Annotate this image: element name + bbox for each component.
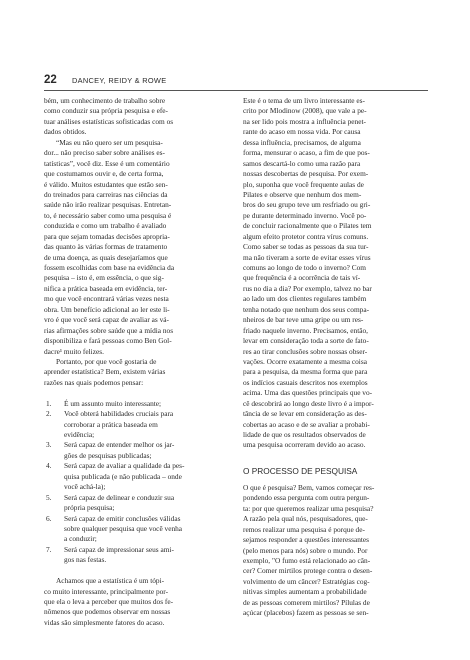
text-line: razões nas quais podemos pensar: bbox=[44, 377, 144, 387]
list-number: 1. bbox=[46, 398, 52, 408]
text-line: acima. Uma das questões principais que vo- bbox=[243, 388, 373, 398]
list-item bbox=[44, 545, 224, 566]
text-line: dessa influência, precisamos, de alguma bbox=[243, 137, 361, 147]
text-line: é válido. Muitos estudantes que estão sen- bbox=[44, 179, 168, 189]
text-line: nifica a prática baseada em evidência, ter- bbox=[44, 283, 168, 293]
list-item bbox=[44, 461, 224, 492]
text-line: tatísticas”, você diz. Esse é um comentário bbox=[44, 158, 170, 168]
text-line: comuns ao longo de todo o inverno? Com bbox=[243, 263, 366, 272]
text-line: (pelo menos para nós) sobre o mundo. Por bbox=[243, 545, 368, 555]
text-line: dor... não preciso saber sobre análises es- bbox=[44, 148, 165, 158]
text-line: res ao tirar conclusões sobre nossas obser- bbox=[243, 346, 368, 356]
text-line: de uma doença, as quais desejaríamos que bbox=[44, 252, 168, 262]
list-number: 3. bbox=[46, 440, 52, 450]
text-line: A razão pela qual nós, pesquisadores, que- bbox=[243, 514, 368, 524]
text-line: ta: por que queremos realizar uma pesquisa? bbox=[243, 503, 374, 513]
text-line: açúcar (placebos) fazem as pessoas se sen- bbox=[243, 608, 369, 618]
text-line: tância de se levar em consideração as des- bbox=[243, 409, 367, 419]
list-text: Será capaz de avaliar a qualidade da pes- bbox=[64, 461, 185, 471]
list-text: É um assunto muito interessante; bbox=[64, 398, 162, 408]
text-line: Achamos que a estatística é um tópi- bbox=[56, 576, 165, 586]
text-line: Portanto, por que você gostaria de bbox=[56, 356, 157, 366]
list-text: Será capaz de entender melhor os jar- bbox=[64, 440, 175, 450]
text-line: os indícios casuais descritos nos exemplos bbox=[243, 377, 368, 387]
text-line: nitivas simples aumentam a probabilidade bbox=[243, 587, 367, 597]
text-line: “Mas eu não quero ser um pesquisa- bbox=[56, 137, 163, 147]
list-number: 6. bbox=[46, 513, 52, 523]
text-line: vro é que você será capaz de avaliar as vá- bbox=[44, 315, 169, 325]
text-line: tenha notado que nenhum dos seus compa- bbox=[243, 304, 370, 314]
text-line: vidas são simplesmente fatores do acaso. bbox=[44, 617, 165, 627]
list-item bbox=[44, 399, 224, 409]
list-text: a conduzir; bbox=[64, 534, 97, 544]
text-line: rus no dia a dia? Por exemplo, talvez no bar bbox=[243, 283, 372, 293]
text-line: de as pessoas comerem mirtilos? Pílulas de bbox=[243, 597, 370, 607]
list-text: Será capaz de impressionar seus ami- bbox=[64, 544, 174, 554]
list-text: sobre qualquer pesquisa que você venha bbox=[64, 523, 183, 533]
text-line: das quanto às várias formas de tratamento bbox=[44, 242, 168, 252]
text-line: pesquisa – isto é, em essência, o que sig- bbox=[44, 273, 164, 283]
list-item bbox=[44, 493, 224, 514]
list-text: corroborar a prática baseada em bbox=[64, 419, 158, 429]
right-column bbox=[243, 96, 428, 619]
text-line: levar em consideração toda a sorte de fato- bbox=[243, 336, 369, 346]
list-number: 4. bbox=[46, 461, 52, 471]
text-line: Como saber se todas as pessoas da sua tur- bbox=[243, 242, 369, 252]
paragraph-research-process bbox=[243, 483, 428, 619]
list-text: gos nas festas. bbox=[64, 555, 107, 565]
text-line: conduzida e como um trabalho é avaliado bbox=[44, 221, 167, 231]
text-line: disponibiliza e fará pessoas como Ben Gol- bbox=[44, 336, 172, 346]
text-line: que costumamos ouvir e, de certa forma, bbox=[44, 169, 164, 179]
text-line: como conduzir sua própria pesquisa e efe- bbox=[44, 106, 168, 116]
text-line: samos descartá-lo como uma razão para bbox=[243, 158, 361, 168]
text-line: pe durante determinado inverno. Você po- bbox=[243, 210, 367, 220]
text-line: plo, suponha que você frequente aulas de bbox=[243, 179, 364, 189]
text-line: ao lado um dos clientes regulares também bbox=[243, 294, 367, 304]
text-line: uma pesquisa ocorreram devido ao acaso. bbox=[243, 440, 366, 450]
text-line: dacre¹ muito felizes. bbox=[44, 346, 104, 356]
paragraph-researcher-quote bbox=[44, 138, 224, 357]
text-line: nômenos que podemos observar em nossas bbox=[44, 607, 171, 617]
text-line: dados obtidos. bbox=[44, 127, 87, 137]
list-text: própria pesquisa; bbox=[64, 503, 115, 513]
list-text: evidência; bbox=[64, 430, 95, 439]
text-line: friado naquele inverno. Precisamos, então, bbox=[243, 325, 369, 335]
list-item bbox=[44, 440, 224, 461]
text-line: bros do seu grupo teve um resfriado ou gri- bbox=[243, 200, 371, 210]
text-line: nheiros de bar teve uma gripe ou um res- bbox=[243, 315, 364, 325]
text-line: rante do acaso em nossa vida. Por causa bbox=[243, 127, 361, 137]
text-line: de concluir racionalmente que o Pilates tem bbox=[243, 221, 372, 231]
text-line: que frequência é a ocorrência de tais ví- bbox=[243, 273, 361, 283]
text-line: cê descobrirá ao longo deste livro é a impor- bbox=[243, 398, 374, 408]
text-line: algum efeito protetor contra vírus comuns. bbox=[243, 231, 369, 241]
text-line: to, é necessário saber como uma pesquisa é bbox=[44, 210, 172, 220]
section-heading: O PROCESSO DE PESQUISA bbox=[243, 465, 358, 476]
list-text: Será capaz de emitir conclusões válidas bbox=[64, 513, 181, 523]
list-text: gões de pesquisas publicadas; bbox=[64, 450, 152, 460]
text-line: aprender estatística? Bem, existem várias bbox=[44, 367, 166, 377]
text-line: cer? Comer mirtilos protege contra o desen- bbox=[243, 566, 373, 576]
text-line: na ser lido pois mostra a influência penet- bbox=[243, 116, 366, 126]
text-line: Este é o tema de um livro interessante es- bbox=[243, 96, 365, 105]
text-line: rias afirmações sobre saúde que a mídia nos bbox=[44, 325, 174, 335]
list-text: você achá-la); bbox=[64, 482, 106, 492]
text-line: tuar análises estatísticas sofisticadas com os bbox=[44, 116, 174, 126]
page-number: 22 bbox=[44, 74, 57, 86]
text-line: sejamos responder a questões interessantes bbox=[243, 535, 370, 545]
text-line: cobertas ao acaso e de se avaliar a probabi- bbox=[243, 419, 370, 429]
left-column bbox=[44, 96, 224, 628]
text-line: para que sejam tomadas decisões apropria- bbox=[44, 231, 170, 241]
paragraph-intro-continued bbox=[44, 96, 224, 138]
list-text: Você obterá habilidades cruciais para bbox=[64, 409, 174, 419]
list-text: Será capaz de delinear e conduzir sua bbox=[64, 492, 175, 502]
text-line: para a pesquisa, da mesma forma que para bbox=[243, 367, 368, 377]
text-line: lidade de que os resultados observados de bbox=[243, 430, 366, 439]
running-title: DANCEY, REIDY & ROWE bbox=[72, 76, 167, 85]
text-line: saúde não irão realizar pesquisas. Entretan- bbox=[44, 200, 172, 210]
list-number: 2. bbox=[46, 409, 52, 419]
text-line: co muito interessante, principalmente por- bbox=[44, 586, 169, 596]
text-line: exemplo, "O fumo está relacionado ao cân- bbox=[243, 555, 371, 565]
text-line: obra. Um benefício adicional ao ler este li- bbox=[44, 304, 170, 314]
text-line: volvimento de um câncer? Estratégias cog- bbox=[243, 576, 370, 586]
text-line: ma não tiveram a sorte de evitar esses vírus bbox=[243, 252, 371, 262]
text-line: crito por Mlodinow (2008), que vale a pe- bbox=[243, 106, 367, 116]
text-line: Pilates e observe que nenhum dos mem- bbox=[243, 189, 362, 199]
list-item bbox=[44, 409, 224, 440]
list-number: 7. bbox=[46, 544, 52, 554]
text-line: vações. Ocorre exatamente a mesma coisa bbox=[243, 356, 367, 366]
header-rule bbox=[44, 90, 428, 91]
list-text: quisa publicada (e não publicada – onde bbox=[64, 471, 182, 481]
paragraph-chance bbox=[243, 96, 428, 451]
paragraph-statistics-interesting bbox=[44, 576, 224, 628]
page-header bbox=[44, 74, 428, 88]
text-line: do treinados para carreiras nas ciências da bbox=[44, 189, 168, 199]
reasons-list bbox=[44, 399, 224, 566]
text-line: forma, mensurar o acaso, a fim de que pos- bbox=[243, 148, 370, 158]
text-line: nossas descobertas de pesquisa. Por exem- bbox=[243, 169, 369, 179]
text-line: remos realizar uma pesquisa é porque de- bbox=[243, 524, 365, 534]
text-line: bém, um conhecimento de trabalho sobre bbox=[44, 96, 166, 105]
list-item bbox=[44, 514, 224, 545]
text-line: pondendo essa pergunta com outra pergun- bbox=[243, 493, 370, 503]
text-line: mo que você encontrará várias vezes nesta bbox=[44, 294, 169, 304]
text-line: O que é pesquisa? Bem, vamos começar res- bbox=[243, 482, 375, 492]
paragraph-why-statistics bbox=[44, 357, 224, 388]
text-line: que ela o leva a perceber que muitos dos fe- bbox=[44, 597, 174, 606]
text-line: fossem escolhidas com base na evidência da bbox=[44, 263, 175, 272]
list-number: 5. bbox=[46, 492, 52, 502]
